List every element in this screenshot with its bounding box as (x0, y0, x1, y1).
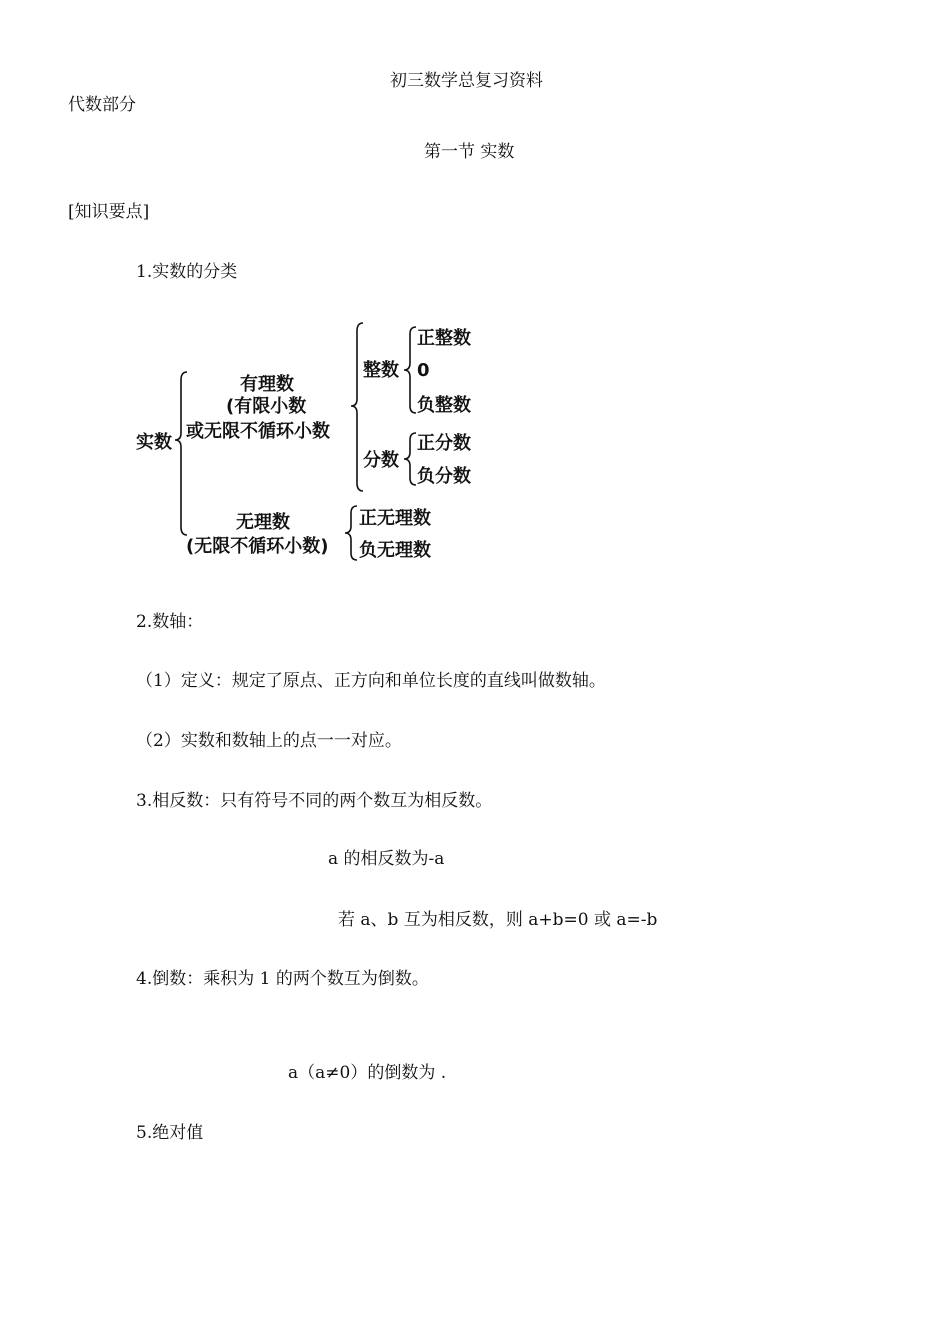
label-negative-fraction: 负分数 (417, 466, 471, 487)
item-5-heading: 5.绝对值 (136, 1123, 204, 1143)
label-rational-1: 有理数 (240, 374, 294, 395)
item-1-heading: 1.实数的分类 (136, 262, 238, 282)
item-2-heading: 2.数轴： (136, 612, 204, 632)
label-irrational-1: 无理数 (236, 512, 290, 533)
item-3-formula-2: 若 a、b 互为相反数，则 a+b=0 或 a=-b (338, 910, 658, 930)
document-title: 初三数学总复习资料 (390, 71, 543, 91)
label-irrational-2: (无限不循环小数) (186, 536, 329, 557)
item-4-heading: 4.倒数：乘积为 1 的两个数互为倒数。 (136, 969, 429, 989)
section-heading: 第一节 实数 (424, 142, 515, 162)
brace-integer (404, 327, 416, 413)
brace-rational (351, 323, 363, 491)
knowledge-points-heading: [知识要点] (68, 202, 150, 222)
label-negative-irrational: 负无理数 (359, 540, 431, 561)
brace-fraction (404, 433, 416, 485)
label-positive-irrational: 正无理数 (359, 508, 431, 529)
label-zero: 0 (417, 360, 430, 381)
label-fraction: 分数 (363, 450, 399, 471)
label-rational-3: 或无限不循环小数 (186, 421, 330, 442)
label-positive-fraction: 正分数 (417, 433, 471, 454)
label-integer: 整数 (363, 360, 399, 381)
item-4-formula: a（a≠0）的倒数为 . (288, 1063, 447, 1083)
label-rational-2: (有限小数 (226, 396, 307, 417)
item-2-correspondence: （2）实数和数轴上的点一一对应。 (136, 731, 402, 751)
item-3-formula-1: a 的相反数为-a (328, 849, 445, 869)
item-3-heading: 3.相反数：只有符号不同的两个数互为相反数。 (136, 791, 493, 811)
label-real: 实数 (136, 432, 172, 453)
brace-irrational (345, 506, 357, 560)
part-heading: 代数部分 (68, 95, 136, 115)
item-2-definition: （1）定义：规定了原点、正方向和单位长度的直线叫做数轴。 (136, 671, 606, 691)
label-negative-integer: 负整数 (417, 395, 471, 416)
label-positive-integer: 正整数 (417, 328, 471, 349)
brace-real (175, 372, 187, 535)
